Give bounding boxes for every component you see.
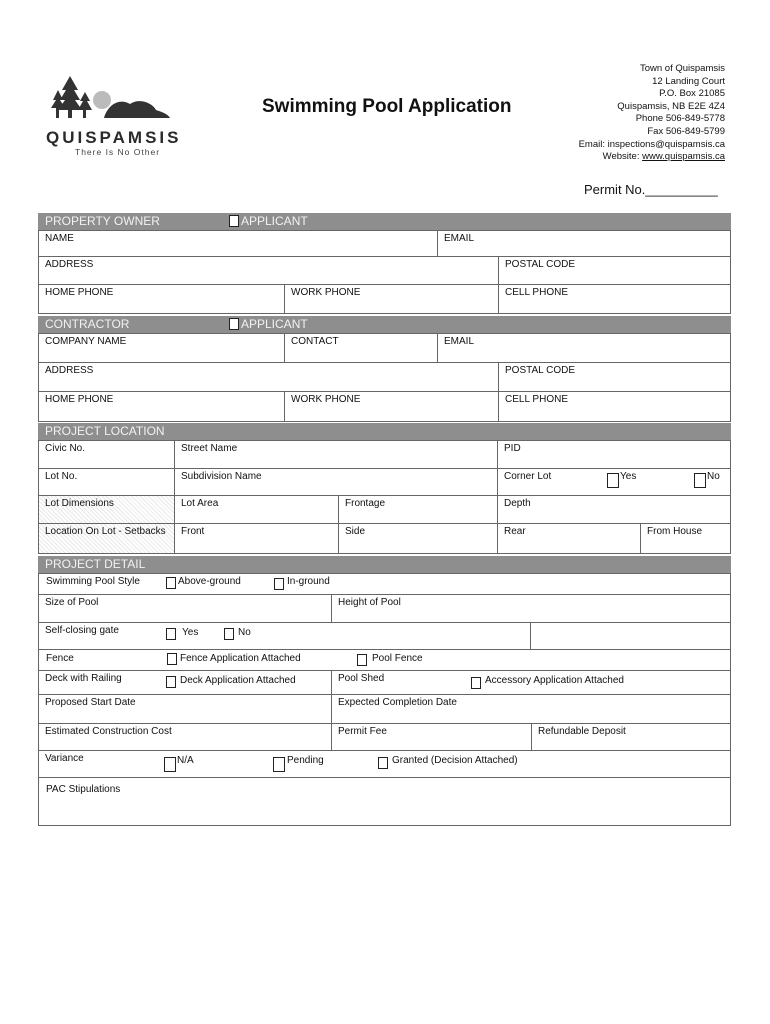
rear-field[interactable]	[497, 523, 641, 554]
form-title: Swimming Pool Application	[262, 96, 512, 117]
contractor-header	[38, 316, 731, 333]
lot-area-label: Lot Area	[181, 498, 219, 509]
pool-height-field[interactable]	[331, 594, 731, 623]
setbacks-label: Location On Lot - Setbacks	[45, 526, 166, 537]
civic-no-field[interactable]	[38, 440, 175, 469]
deck-application-label: Deck Application Attached	[180, 675, 296, 686]
above-ground-checkbox[interactable]	[166, 577, 176, 589]
deck-application-checkbox[interactable]	[166, 676, 176, 688]
from-house-label: From House	[647, 526, 703, 537]
side-label: Side	[345, 526, 366, 537]
owner-postal-label: POSTAL CODE	[505, 259, 576, 270]
refundable-deposit-field[interactable]	[531, 723, 731, 751]
street-name-field[interactable]	[174, 440, 498, 469]
contact-city: Quispamsis, NB E2E 4Z4	[617, 100, 725, 112]
company-name-field[interactable]	[38, 333, 285, 363]
gate-no-checkbox[interactable]	[224, 628, 234, 640]
frontage-field[interactable]	[338, 495, 498, 524]
variance-granted-checkbox[interactable]	[378, 757, 388, 769]
website-link[interactable]: www.quispamsis.ca	[642, 151, 725, 163]
project-location-heading: PROJECT LOCATION	[45, 424, 165, 438]
gate-yes-checkbox[interactable]	[166, 628, 176, 640]
contact-email: Email: inspections@quispamsis.ca	[578, 138, 725, 150]
project-detail-heading: PROJECT DETAIL	[45, 557, 146, 571]
contact-town: Town of Quispamsis	[639, 63, 725, 74]
contractor-home-phone-label: HOME PHONE	[45, 394, 114, 405]
owner-email-field[interactable]	[437, 230, 731, 257]
owner-postal-field[interactable]	[498, 256, 731, 285]
completion-date-field[interactable]	[331, 694, 731, 724]
corner-lot-no-checkbox[interactable]	[694, 473, 706, 488]
logo-wordmark: QUISPAMSIS	[46, 128, 182, 147]
pac-stipulations-label: PAC Stipulations	[46, 784, 121, 795]
in-ground-checkbox[interactable]	[274, 578, 284, 590]
self-closing-gate-label: Self-closing gate	[45, 625, 119, 636]
contact-website	[579, 151, 725, 164]
accessory-application-label: Accessory Application Attached	[485, 675, 624, 686]
corner-lot-no-label: No	[707, 471, 720, 482]
start-date-label: Proposed Start Date	[45, 697, 136, 708]
side-field[interactable]	[338, 523, 498, 554]
contractor-address-field[interactable]	[38, 362, 499, 392]
owner-work-phone-label: WORK PHONE	[291, 287, 361, 298]
project-location-header	[38, 423, 731, 440]
civic-no-label: Civic No.	[45, 443, 86, 454]
lot-dimensions-cell	[38, 495, 175, 524]
owner-name-label: NAME	[45, 233, 74, 244]
pool-height-label: Height of Pool	[338, 597, 401, 608]
fence-application-checkbox[interactable]	[167, 653, 177, 665]
pool-shed-label: Pool Shed	[338, 673, 385, 684]
frontage-label: Frontage	[345, 498, 386, 509]
self-closing-gate-row	[38, 622, 531, 650]
website-label: Website:	[602, 151, 640, 163]
property-owner-heading: PROPERTY OWNER	[45, 214, 160, 228]
completion-date-label: Expected Completion Date	[338, 697, 457, 708]
project-detail-header	[38, 556, 731, 573]
front-label: Front	[181, 526, 205, 537]
pool-size-field[interactable]	[38, 594, 332, 623]
depth-field[interactable]	[497, 495, 731, 524]
fence-label: Fence	[46, 653, 74, 664]
permit-fee-field[interactable]	[331, 723, 532, 751]
property-owner-header	[38, 213, 731, 230]
contractor-heading: CONTRACTOR	[45, 317, 130, 331]
owner-applicant-label: APPLICANT	[241, 214, 308, 228]
permit-fee-label: Permit Fee	[338, 726, 387, 737]
rear-label: Rear	[504, 526, 526, 537]
contact-fax: Fax 506-849-5799	[647, 125, 725, 137]
contractor-home-phone-field[interactable]	[38, 391, 285, 422]
contractor-contact-label: CONTACT	[291, 336, 339, 347]
from-house-field[interactable]	[640, 523, 731, 554]
self-closing-gate-extra-field[interactable]	[530, 622, 731, 650]
refundable-deposit-label: Refundable Deposit	[538, 726, 626, 737]
corner-lot-yes-checkbox[interactable]	[607, 473, 619, 488]
pool-style-label: Swimming Pool Style	[46, 576, 140, 587]
variance-na-checkbox[interactable]	[164, 757, 176, 772]
pool-fence-checkbox[interactable]	[357, 654, 367, 666]
contact-block	[579, 63, 725, 164]
subdivision-name-field[interactable]	[174, 468, 498, 496]
variance-na-label: N/A	[177, 755, 194, 766]
pid-label: PID	[504, 443, 521, 454]
contact-street: 12 Landing Court	[652, 75, 725, 87]
contractor-cell-phone-label: CELL PHONE	[505, 394, 568, 405]
pid-field[interactable]	[497, 440, 731, 469]
contractor-cell-phone-field[interactable]	[498, 391, 731, 422]
lot-no-label: Lot No.	[45, 471, 78, 482]
owner-applicant-checkbox[interactable]	[229, 215, 239, 227]
construction-cost-label: Estimated Construction Cost	[45, 726, 172, 737]
contractor-applicant-checkbox[interactable]	[229, 318, 239, 330]
owner-name-field[interactable]	[38, 230, 438, 257]
lot-no-field[interactable]	[38, 468, 175, 496]
variance-label: Variance	[45, 753, 84, 764]
gate-no-label: No	[238, 627, 251, 638]
owner-address-label: ADDRESS	[45, 259, 94, 270]
in-ground-label: In-ground	[287, 576, 330, 587]
street-name-label: Street Name	[181, 443, 238, 454]
contractor-email-label: EMAIL	[444, 336, 475, 347]
contractor-postal-field[interactable]	[498, 362, 731, 392]
contact-phone: Phone 506-849-5778	[635, 113, 725, 125]
logo-tagline: There Is No Other	[75, 147, 161, 157]
contractor-postal-label: POSTAL CODE	[505, 365, 576, 376]
lot-dimensions-label: Lot Dimensions	[45, 498, 114, 509]
contractor-applicant-label: APPLICANT	[241, 317, 308, 331]
above-ground-label: Above-ground	[178, 576, 241, 587]
owner-address-field[interactable]	[38, 256, 499, 285]
depth-label: Depth	[504, 498, 531, 509]
accessory-application-checkbox[interactable]	[471, 677, 481, 689]
contractor-email-field[interactable]	[437, 333, 731, 363]
contractor-address-label: ADDRESS	[45, 365, 94, 376]
construction-cost-field[interactable]	[38, 723, 332, 751]
pool-fence-label: Pool Fence	[372, 653, 423, 664]
deck-label: Deck with Railing	[45, 673, 122, 684]
company-name-label: COMPANY NAME	[45, 336, 127, 347]
gate-yes-label: Yes	[182, 627, 199, 638]
owner-cell-phone-field[interactable]	[498, 284, 731, 314]
variance-granted-label: Granted (Decision Attached)	[392, 755, 518, 766]
lot-area-field[interactable]	[174, 495, 339, 524]
pool-size-label: Size of Pool	[45, 597, 99, 608]
owner-email-label: EMAIL	[444, 233, 475, 244]
variance-pending-label: Pending	[287, 755, 324, 766]
pac-stipulations-field[interactable]	[40, 798, 729, 824]
contractor-work-phone-label: WORK PHONE	[291, 394, 361, 405]
contractor-work-phone-field[interactable]	[284, 391, 499, 422]
owner-work-phone-field[interactable]	[284, 284, 499, 314]
setbacks-cell	[38, 523, 175, 554]
front-field[interactable]	[174, 523, 339, 554]
owner-home-phone-label: HOME PHONE	[45, 287, 114, 298]
variance-pending-checkbox[interactable]	[273, 757, 285, 772]
contractor-contact-field[interactable]	[284, 333, 438, 363]
corner-lot-yes-label: Yes	[620, 471, 637, 482]
start-date-field[interactable]	[38, 694, 332, 724]
owner-home-phone-field[interactable]	[38, 284, 285, 314]
permit-number-field[interactable]: Permit No.__________	[584, 182, 718, 197]
subdivision-name-label: Subdivision Name	[181, 471, 262, 482]
fence-application-label: Fence Application Attached	[180, 653, 301, 664]
contact-po-box: P.O. Box 21085	[659, 88, 725, 100]
corner-lot-label: Corner Lot	[504, 471, 552, 482]
owner-cell-phone-label: CELL PHONE	[505, 287, 568, 298]
